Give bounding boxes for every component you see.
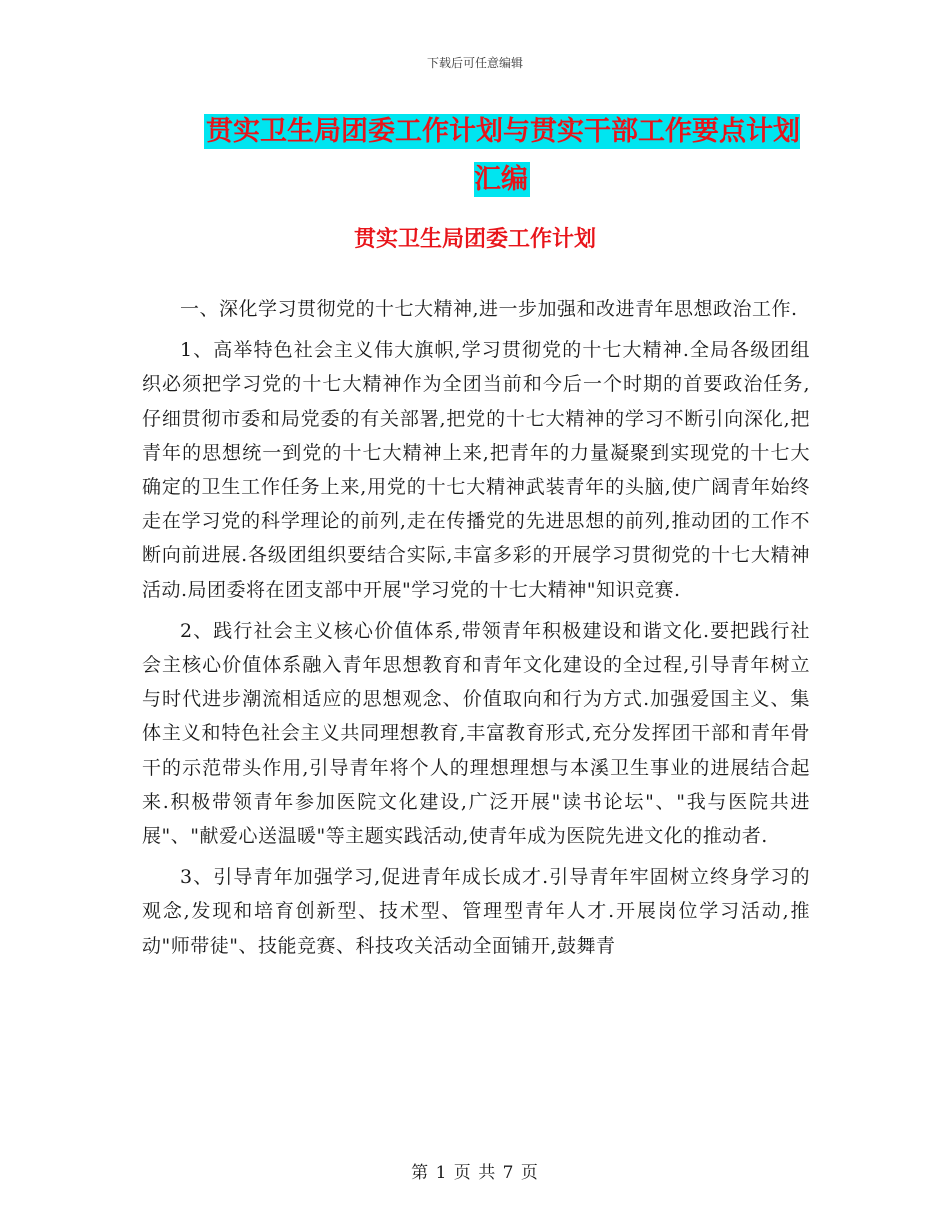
document-title (192, 108, 812, 204)
page-number-footer: 第 1 页 共 7 页 (411, 1163, 539, 1183)
paragraph-1: 一、深化学习贯彻党的十七大精神,进一步加强和改进青年思想政治工作. (180, 298, 798, 320)
header-note: 下载后可任意编辑 (426, 56, 523, 70)
paragraph-4: 3、引导青年加强学习,促进青年成长成才.引导青年牢固树立终身学习的观念,发现和培育创新型、技术型、管理型青年人才.开展岗位学习活动,推动"师带徒"、技能竞赛、科技攻关活动全面铺开,鼓舞青 (142, 866, 810, 957)
section-title: 贯实卫生局团委工作计划 (353, 226, 596, 252)
paragraph-3: 2、践行社会主义核心价值体系,带领青年积极建设和谐文化.要把践行社会主核心价值体系融入青年思想教育和青年文化建设的全过程,引导青年树立与时代进步潮流相适应的思想观念、价值取向和行为方式.加强爱国主义、集体主义和特色社会主义共同理想教育,丰富教育形式,充分发挥团干部和青年骨干的示范带头作用,引导青年将个人的理想理想与本溪卫生事业的进展结合起来.积极带领青年参加医院文化建设,广泛开展"读书论坛"、"我与医院共进展"、"献爱心送温暖"等主题实践活动,使青年成为医院先进文化的推动者. (142, 619, 810, 848)
document-title-text: 贯实卫生局团委工作计划与贯实干部工作要点计划汇编 (206, 116, 800, 195)
body-text (142, 292, 810, 970)
paragraph-2: 1、高举特色社会主义伟大旗帜,学习贯彻党的十七大精神.全局各级团组织必须把学习党的十七大精神作为全团当前和今后一个时期的首要政治任务,仔细贯彻市委和局党委的有关部署,把党的十七大精神的学习不断引向深化,把青年的思想统一到党的十七大精神上来,把青年的力量凝聚到实现党的十七大确定的卫生工作任务上来,用党的十七大精神武装青年的头脑,使广阔青年始终走在学习党的科学理论的前列,走在传播党的先进思想的前列,推动团的工作不断向前进展.各级团组织要结合实际,丰富多彩的开展学习贯彻党的十七大精神活动.局团委将在团支部中开展"学习党的十七大精神"知识竞赛. (142, 339, 810, 601)
